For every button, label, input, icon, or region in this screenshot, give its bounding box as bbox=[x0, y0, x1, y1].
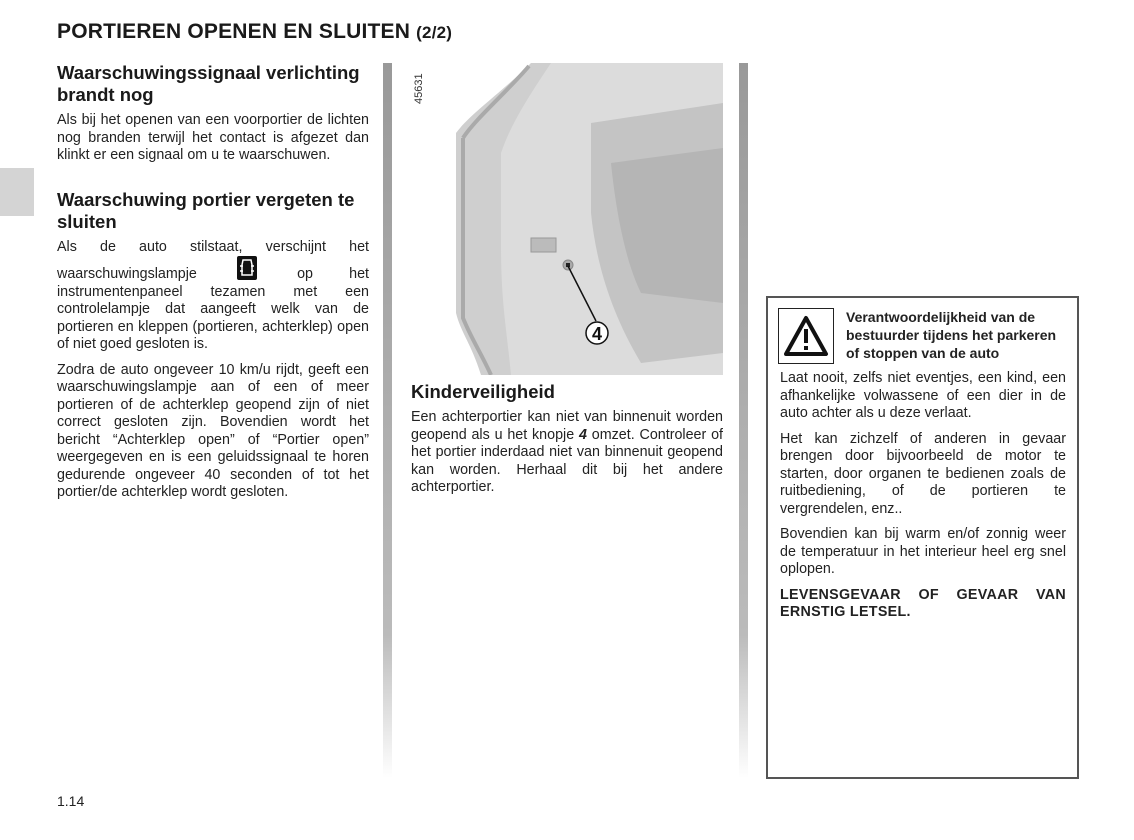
paragraph bbox=[57, 239, 369, 354]
paragraph: Als bij het openen van een voorportier de lichten nog branden terwijl het contact is afgezet dan klinkt er een signaal om u te waarschuwen. bbox=[57, 112, 369, 163]
column-divider bbox=[383, 63, 392, 778]
column-divider bbox=[739, 63, 748, 778]
paragraph: Laat nooit, zelfs niet eventjes, een kind, een afhankelijke volwassene of een dier in de auto achter als u deze verlaat. bbox=[780, 370, 1066, 421]
door-open-warning-lamp-icon bbox=[237, 256, 257, 280]
chapter-tab bbox=[0, 168, 34, 216]
section-heading: Kinderveiligheid bbox=[411, 381, 555, 402]
image-reference: 45631 bbox=[413, 73, 425, 104]
paragraph: Bovendien kan bij warm en/of zonnig weer de temperatuur in het interieur heel erg snel oplopen. bbox=[780, 526, 1066, 577]
left-column bbox=[57, 62, 369, 510]
callout-label: 4 bbox=[591, 324, 603, 344]
callout-ref: 4 bbox=[579, 426, 587, 443]
rear-door-illustration bbox=[411, 63, 723, 375]
title-text: PORTIEREN OPENEN EN SLUITEN bbox=[57, 20, 411, 43]
warning-title: Verantwoordelijkheid van de bestuurder tijdens het parkeren of stoppen van de auto bbox=[846, 309, 1057, 361]
paragraph: Het kan zichzelf of anderen in gevaar brengen door bijvoorbeeld de motor te starten, door organen te bedienen zoals de ruitbediening, of de portieren te vergrendelen, enz.. bbox=[780, 430, 1066, 517]
paragraph: Zodra de auto ongeveer 10 km/u rijdt, geeft een waarschuwingslampje aan of een of meer portieren of de achterklep geopend zijn of niet correct gesloten zijn. Bovendien wordt het bericht “Achterklep open” of “Portier open” weergegeven en is een geluidssignaal te horen gedurende ongeveer 40 seconden of tot het portier/de achterklep wordt gesloten. bbox=[57, 361, 369, 500]
warning-triangle-icon bbox=[778, 308, 834, 364]
paragraph bbox=[411, 409, 723, 497]
section-heading: Waarschuwing portier vergeten te sluiten bbox=[57, 188, 355, 232]
warning-emphasis: LEVENSGEVAAR OF GEVAAR VAN ERNSTIG LETSEL. bbox=[780, 586, 1066, 620]
title-part: (2/2) bbox=[416, 23, 453, 42]
text: Als de auto stilstaat, verschijnt het waarschuwingslampje bbox=[57, 238, 369, 282]
text: omzet. Controleer of het portier inderdaad niet van binnenuit geopend kan worden. Herhaal dit bij het andere achterportier. bbox=[411, 426, 723, 495]
page-title bbox=[57, 20, 452, 44]
middle-column bbox=[411, 381, 723, 505]
text: Een achterportier kan niet van binnenuit worden geopend als u het knopje bbox=[411, 409, 723, 443]
text: op het instrumentenpaneel tezamen met een controlelampje dat aangeeft welk van de portieren en kleppen (portieren, achterklep) open of niet goed gesloten is. bbox=[57, 266, 369, 352]
warning-box bbox=[766, 296, 1079, 779]
page-number: 1.14 bbox=[57, 793, 85, 809]
section-heading: Waarschuwingssignaal verlichting brandt nog bbox=[57, 62, 360, 105]
